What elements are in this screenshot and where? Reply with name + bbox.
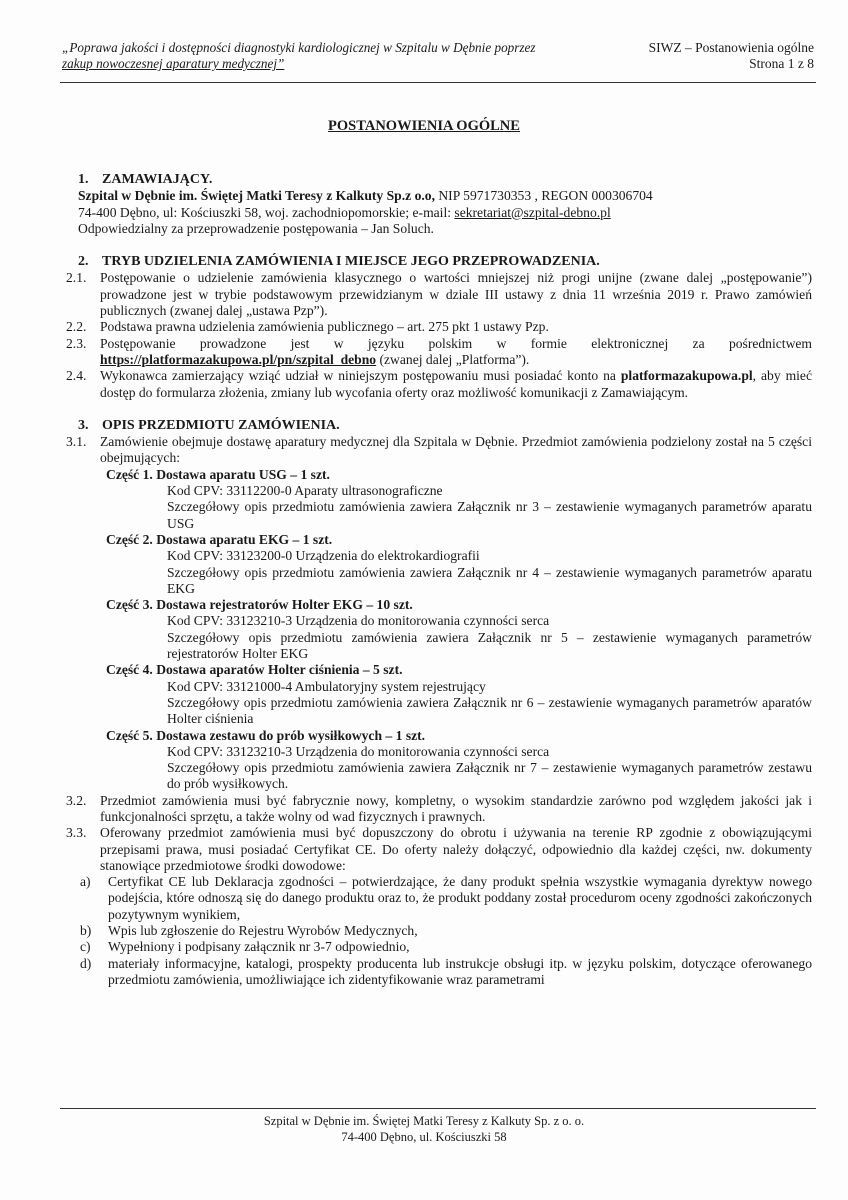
- sub-item-b: b) Wpis lub zgłoszenie do Rejestru Wyrobów Medycznych,: [80, 923, 418, 939]
- section-2: [66, 254, 812, 401]
- project-title-line2: zakup nowoczesnej aparatury medycznej”: [62, 56, 285, 71]
- page-footer: [0, 1113, 848, 1145]
- order-part-4: [106, 662, 812, 727]
- part-cpv: Kod CPV: 33123210-3 Urządzenia do monitorowania czynności serca: [167, 613, 550, 629]
- section-3: [66, 417, 812, 988]
- part-description: Szczegółowy opis przedmiotu zamówienia zawiera Załącznik nr 7 – zestawienie wymaganych parametrów zestawu do prób wysiłkowych.: [167, 760, 812, 792]
- sub-item-a: a) Certyfikat CE lub Deklaracja zgodności – potwierdzające, że dany produkt spełnia wszystkie wymagania dyrektyw nowego podejścia, które odnoszą się do danego produktu oraz to, że produkt poddany został procedurom oceny zgodności zakończonych pozytywnym wynikiem,: [80, 874, 812, 922]
- sub-item-c: c) Wypełniony i podpisany załącznik nr 3-7 odpowiednio,: [80, 939, 410, 955]
- part-description: Szczegółowy opis przedmiotu zamówienia zawiera Załącznik nr 5 – zestawienie wymaganych parametrów rejestratorów Holter EKG: [167, 629, 812, 662]
- order-part-2: [106, 532, 812, 597]
- document-name: SIWZ – Postanowienia ogólne: [648, 40, 814, 55]
- list-item: 2.4. Wykonawca zamierzający wziąć udział w niniejszym postępowaniu musi posiadać konto na platformazakupowa.pl, aby mieć dostęp do formularza złożenia, zmiany lub wycofania oferty oraz możliwość komunikacji z Zamawiającym.: [66, 368, 812, 400]
- part-heading: Część 3. Dostawa rejestratorów Holter EKG – 10 szt.: [106, 597, 413, 613]
- part-description: Szczegółowy opis przedmiotu zamówienia zawiera Załącznik nr 3 – zestawienie wymaganych parametrów aparatu USG: [167, 499, 812, 531]
- footer-divider: [60, 1108, 816, 1109]
- part-cpv: Kod CPV: 33123200-0 Urządzenia do elektrokardiografii: [167, 548, 480, 564]
- platform-name: platformazakupowa.pl: [620, 368, 753, 384]
- section-heading: 2. TRYB UDZIELENIA ZAMÓWIENIA I MIEJSCE JEGO PRZEPROWADZENIA.: [78, 254, 600, 270]
- list-item: 2.3. Postępowanie prowadzone jest w języku polskim w formie elektronicznej za pośrednictwem https://platformazakupowa.pl/pn/szpital_debno (zwanej dalej „Platforma”).: [66, 335, 812, 367]
- order-part-1: [106, 467, 812, 532]
- part-heading: Część 1. Dostawa aparatu USG – 1 szt.: [106, 466, 330, 482]
- email-link[interactable]: sekretariat@szpital-debno.pl: [454, 204, 611, 220]
- list-item: 3.1. Zamówienie obejmuje dostawę aparatury medycznej dla Szpitala w Dębnie. Przedmiot zamówienia podzielony został na 5 części obejmujących:: [66, 434, 812, 466]
- page-header: [62, 40, 814, 86]
- list-item: 2.2. Podstawa prawna udzielenia zamówienia publicznego – art. 275 pkt 1 ustawy Pzp.: [66, 319, 549, 335]
- footer-hospital-name: Szpital w Dębnie im. Świętej Matki Teresy z Kalkuty Sp. z o. o.: [263, 1114, 585, 1128]
- page-number: Strona 1 z 8: [749, 56, 814, 71]
- part-cpv: Kod CPV: 33123210-3 Urządzenia do monitorowania czynności serca: [167, 743, 550, 759]
- document-body: [66, 172, 812, 988]
- part-heading: Część 2. Dostawa aparatu EKG – 1 szt.: [106, 531, 333, 547]
- part-heading: Część 4. Dostawa aparatów Holter ciśnienia – 5 szt.: [106, 662, 403, 678]
- part-cpv: Kod CPV: 33112200-0 Aparaty ultrasonograficzne: [167, 483, 443, 499]
- part-description: Szczegółowy opis przedmiotu zamówienia zawiera Załącznik nr 4 – zestawienie wymaganych parametrów aparatu EKG: [167, 564, 812, 596]
- platform-link[interactable]: https://platformazakupowa.pl/pn/szpital_debno: [100, 351, 377, 367]
- order-part-3: [106, 597, 812, 662]
- hospital-ids: NIP 5971730353 , REGON 000306704: [434, 188, 653, 204]
- page-title: POSTANOWIENIA OGÓLNE: [328, 118, 520, 134]
- order-part-5: [106, 728, 812, 793]
- project-title: [62, 40, 622, 72]
- part-cpv: Kod CPV: 33121000-4 Ambulatoryjny system rejestrujący: [167, 678, 486, 694]
- list-item: 2.1. Postępowanie o udzielenie zamówienia klasycznego o wartości mniejszej niż progi unijne (zwane dalej „postępowanie”) prowadzone jest w trybie podstawowym przewidzianym w dziale III ustawy z dnia 11 września 2019 r. Prawo zamówień publicznych (zwanej dalej „ustawa Pzp”).: [66, 270, 812, 319]
- hospital-name: Szpital w Dębnie im. Świętej Matki Teresy z Kalkuty Sp.z o.o,: [78, 188, 435, 204]
- hospital-address: 74-400 Dębno, ul: Kościuszki 58, woj. zachodniopomorskie; e-mail: sekretariat@szpital-debno.pl: [78, 204, 611, 220]
- sub-item-d: d) materiały informacyjne, katalogi, prospekty producenta lub instrukcje obsługi itp. w języku polskim, dotyczące oferowanego przedmiotu zamówienia, umożliwiające ich zidentyfikowanie wraz parametrami: [80, 955, 812, 987]
- part-heading: Część 5. Dostawa zestawu do prób wysiłkowych – 1 szt.: [106, 727, 426, 743]
- header-divider: [60, 82, 816, 83]
- list-item: 3.3. Oferowany przedmiot zamówienia musi być dopuszczony do obrotu i używania na terenie RP zgodnie z obowiązującymi przepisami prawa, musi posiadać Certyfikat CE. Do oferty należy dołączyć, odpowiednio dla każdej części, nw. dokumenty stanowiące przedmiotowe środki dowodowe:: [66, 825, 812, 873]
- project-title-line1: „Poprawa jakości i dostępności diagnostyki kardiologicznej w Szpitalu w Dębnie poprzez: [62, 40, 536, 55]
- list-item: 3.2. Przedmiot zamówienia musi być fabrycznie nowy, kompletny, o wysokim standardzie zarówno pod względem jakości jak i funkcjonalności sprzętu, a także wolny od wad fizycznych i prawnych.: [66, 792, 812, 824]
- section-1: [78, 172, 812, 237]
- responsible-person: Odpowiedzialny za przeprowadzenie postępowania – Jan Soluch.: [78, 220, 434, 236]
- part-description: Szczegółowy opis przedmiotu zamówienia zawiera Załącznik nr 6 – zestawienie wymaganych parametrów aparatów Holter ciśnienia: [167, 694, 812, 727]
- section-heading: 3. OPIS PRZEDMIOTU ZAMÓWIENIA.: [78, 417, 340, 433]
- footer-address: 74-400 Dębno, ul. Kościuszki 58: [341, 1130, 507, 1144]
- contracting-authority: [78, 188, 812, 204]
- document-label: [649, 40, 814, 72]
- section-heading: 1. ZAMAWIAJĄCY.: [78, 172, 213, 187]
